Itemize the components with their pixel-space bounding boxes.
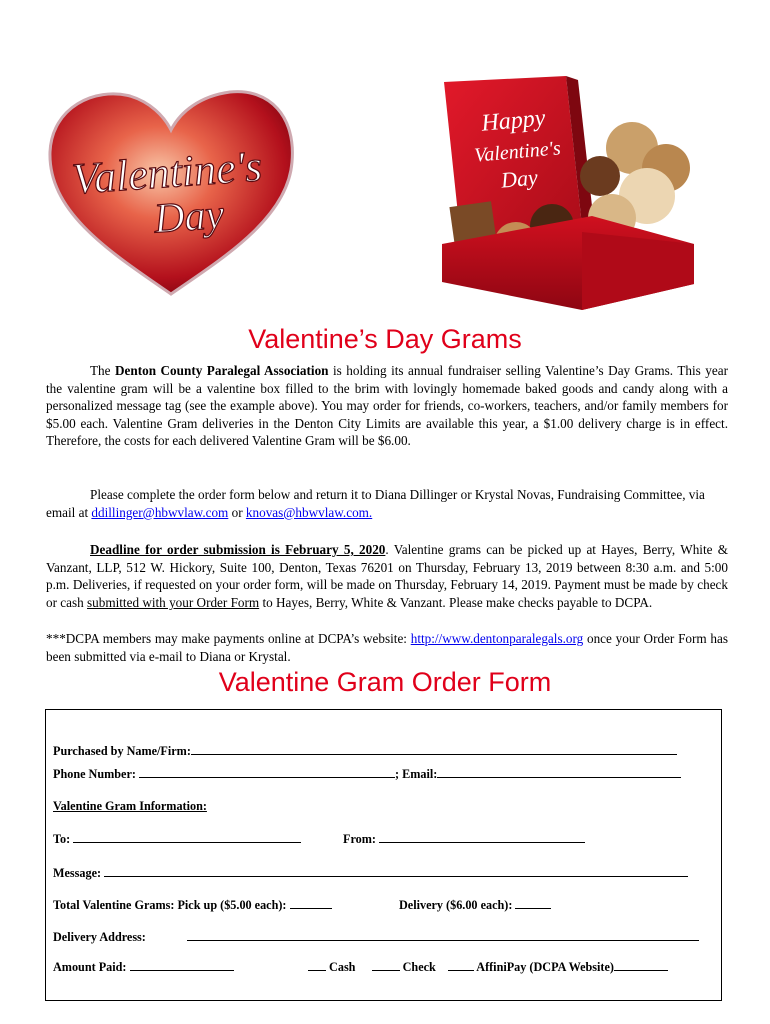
order-form-title: Valentine Gram Order Form (218, 667, 552, 697)
submitted-with-form-text: submitted with your Order Form (87, 594, 260, 610)
deadline-text: Deadline for order submission is February 5, 2020 (90, 542, 386, 557)
phone-field[interactable] (139, 767, 395, 778)
email-link-dillinger[interactable]: ddillinger@hbwvlaw.com (91, 504, 229, 520)
box-lid-line1: Happy (480, 105, 547, 137)
intro-text-pre: The (90, 363, 115, 378)
phone-label: Phone Number: (53, 767, 136, 781)
payable-text: to Hayes, Berry, White & Vanzant. Please make checks payable to DCPA. (259, 594, 653, 610)
check-field[interactable] (372, 960, 400, 971)
gram-info-heading: Valentine Gram Information: (53, 799, 207, 813)
order-form (45, 709, 722, 1001)
cookie-box-image (432, 76, 696, 312)
amount-paid-label: Amount Paid: (53, 960, 127, 974)
box-lid-line3: Day (499, 164, 539, 193)
pickup-text: . Valentine grams can be picked up at Hayes, Berry, White & Vanzant, LLP, 512 W. Hickory, Suite 100, Denton, Texas 76201 on Thursday, February 13, 2019 between 8:30 a.m. and 5:00 p.m. Deliveries, if requested on your order form, will be made on Thursday, February 14, 2019. Payment must be made by check or cash (46, 542, 728, 610)
email-field[interactable] (437, 767, 681, 778)
heart-valentines-image (40, 82, 302, 304)
box-lid-line2: Valentine's (473, 137, 562, 167)
delivery-address-field[interactable] (187, 930, 699, 941)
email-label: ; Email: (395, 767, 438, 781)
deadline-paragraph (46, 541, 728, 611)
purchased-by-field[interactable] (191, 744, 677, 755)
email-link-novas[interactable]: knovas@hbwvlaw.com. (245, 504, 373, 520)
to-label: To: (53, 832, 71, 846)
message-label: Message: (53, 866, 102, 880)
affinipay-label: AffiniPay (DCPA Website) (476, 960, 614, 974)
from-label: From: (343, 832, 376, 846)
instructions-or: or (228, 504, 246, 520)
instructions-text: Please complete the order form below and return it to Diana Dillinger or Krystal Novas, Fundraising Committee, via email at (46, 487, 705, 520)
pickup-field[interactable] (290, 898, 332, 909)
pickup-label: Total Valentine Grams: Pick up ($5.00 each): (53, 898, 287, 912)
affinipay-amount-field[interactable] (614, 960, 668, 971)
organization-name: Denton County Paralegal Association (115, 363, 329, 378)
delivery-label: Delivery ($6.00 each): (399, 898, 513, 912)
dcpa-paragraph (46, 630, 728, 665)
dcpa-website-link[interactable]: http://www.dentonparalegals.org (410, 631, 584, 646)
to-field[interactable] (73, 832, 301, 843)
intro-paragraph (46, 362, 728, 450)
heart-logo-line2: Day (152, 191, 226, 243)
dcpa-text-post: once your Order Form has been submitted via e-mail to Diana or Krystal. (46, 631, 728, 664)
dcpa-text-pre: ***DCPA members may make payments online at DCPA’s website: (46, 631, 411, 646)
delivery-field[interactable] (515, 898, 551, 909)
affinipay-field[interactable] (448, 960, 474, 971)
message-field[interactable] (104, 866, 688, 877)
from-field[interactable] (379, 832, 585, 843)
purchased-by-label: Purchased by Name/Firm: (53, 744, 191, 758)
heart-logo-line1: Valentine's (70, 141, 264, 204)
delivery-address-label: Delivery Address: (53, 930, 146, 944)
cash-field[interactable] (308, 960, 326, 971)
page-title: Valentine’s Day Grams (248, 324, 522, 354)
amount-paid-field[interactable] (130, 960, 234, 971)
instructions-paragraph (46, 486, 728, 521)
intro-text-post: is holding its annual fundraiser selling Valentine’s Day Grams. This year the valentine gram will be a valentine box filled to the brim with lovingly homemade baked goods and candy along with a personalized message tag (see the example above). You may order for friends, co-workers, teachers, and/or family members for $5.00 each. Valentine Gram deliveries in the Denton City Limits are available this year, a $1.00 delivery charge is in effect. Therefore, the costs for each delivered Valentine Gram will be $6.00. (46, 363, 728, 449)
cash-label: Cash (329, 960, 356, 974)
check-label: Check (402, 960, 436, 974)
